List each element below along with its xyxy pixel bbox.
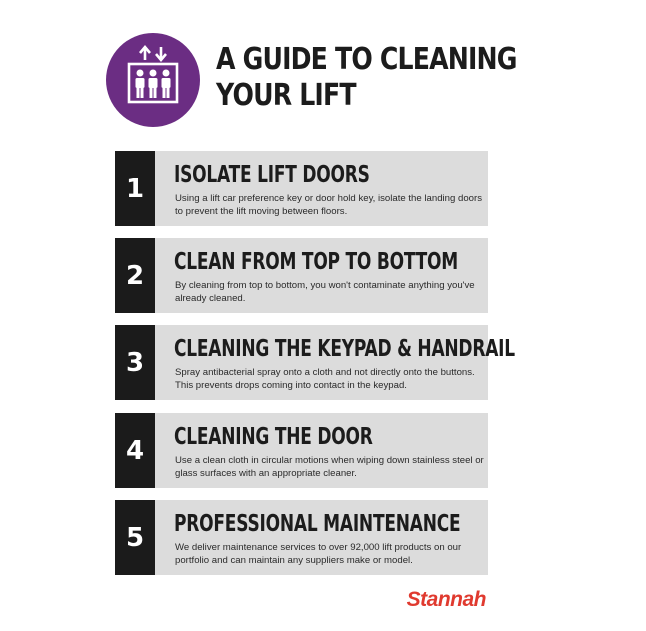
step-number: 1 [115, 151, 155, 226]
step-1 [115, 151, 488, 226]
step-description: We deliver maintenance services to over 92,000 lift products on our portfolio and can maintain any suppliers make or model. [175, 542, 462, 566]
stannah-logo: Stannah [406, 588, 486, 611]
title-line-1: A GUIDE TO CLEANING [216, 42, 517, 77]
title-line-2: YOUR LIFT [216, 78, 356, 113]
step-description: Use a clean cloth in circular motions when wiping down stainless steel or glass surfaces with an appropriate cleaner. [175, 455, 484, 479]
step-title: ISOLATE LIFT DOORS [174, 162, 370, 188]
lift-people-icon-graphic [106, 33, 200, 127]
step-number: 3 [115, 325, 155, 400]
step-2 [115, 238, 488, 313]
step-5 [115, 500, 488, 575]
step-description: Spray antibacterial spray onto a cloth and not directly onto the buttons. This prevents drops coming into contact in the keypad. [175, 367, 475, 391]
step-title: CLEAN FROM TOP TO BOTTOM [174, 249, 458, 275]
step-title: CLEANING THE KEYPAD & HANDRAIL [174, 336, 515, 362]
step-title: CLEANING THE DOOR [174, 424, 373, 450]
step-description: Using a lift car preference key or door hold key, isolate the landing doors to prevent the lift moving between floors. [175, 193, 482, 217]
step-number: 2 [115, 238, 155, 313]
step-title: PROFESSIONAL MAINTENANCE [174, 511, 461, 537]
step-4 [115, 413, 488, 488]
page-title [216, 42, 517, 114]
step-number: 5 [115, 500, 155, 575]
step-3 [115, 325, 515, 400]
step-number: 4 [115, 413, 155, 488]
step-description: By cleaning from top to bottom, you won't contaminate anything you've already cleaned. [175, 280, 475, 304]
lift-people-icon [106, 33, 200, 127]
